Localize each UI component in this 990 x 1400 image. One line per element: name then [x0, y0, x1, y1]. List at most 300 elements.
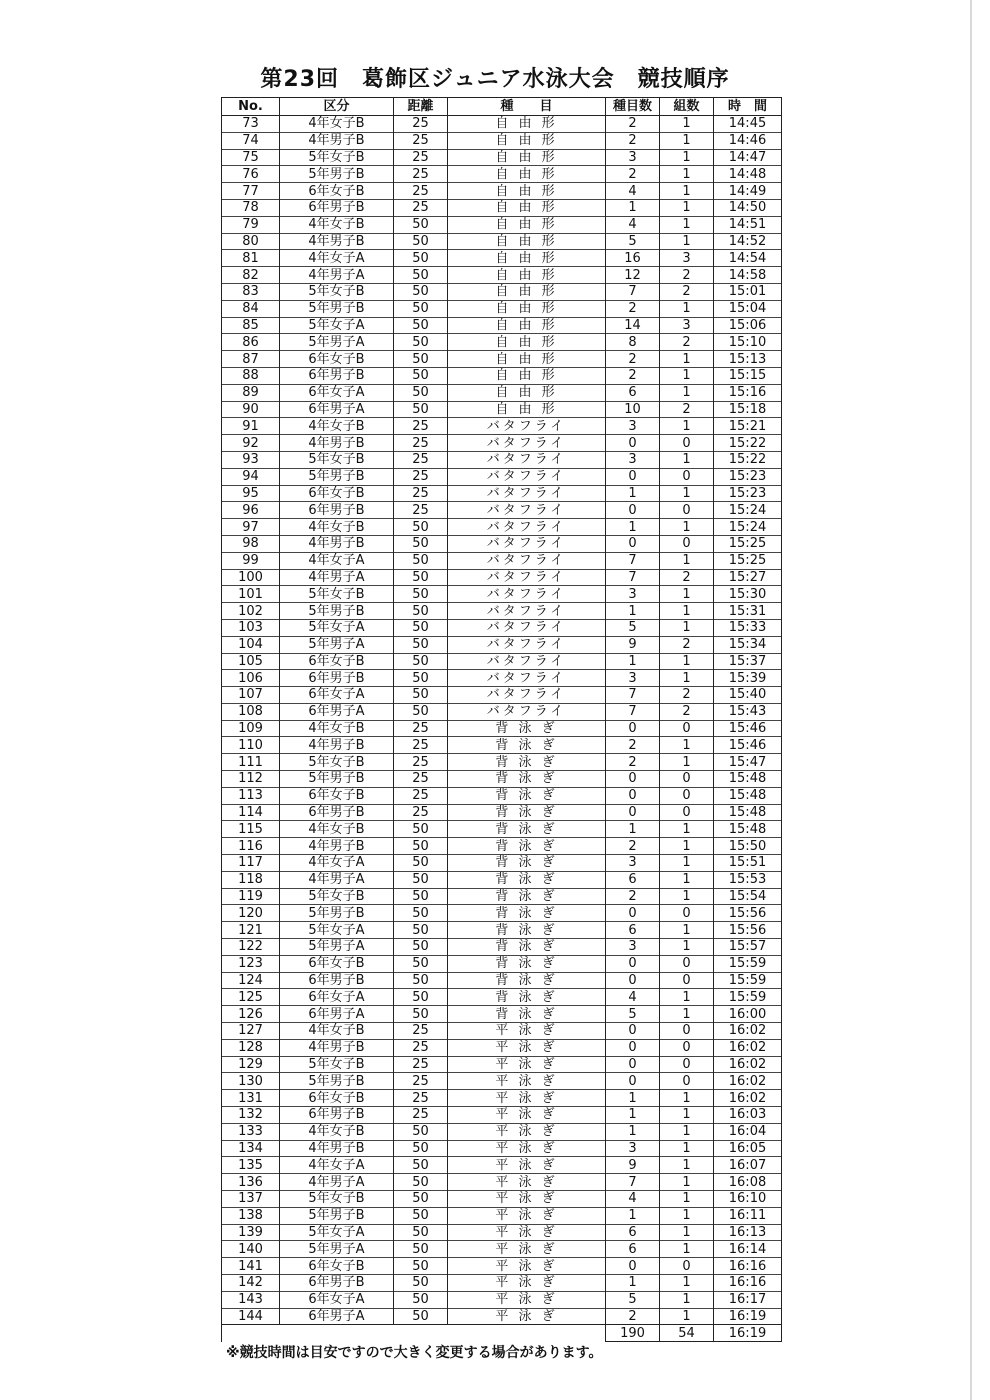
- cell-no: 81: [222, 250, 280, 267]
- cell-heats: 0: [660, 435, 714, 452]
- cell-division: 4年女子A: [280, 250, 394, 267]
- cell-event-count: 6: [606, 871, 660, 888]
- cell-division: 5年男子B: [280, 1073, 394, 1090]
- cell-event: 自 由 形: [448, 250, 606, 267]
- cell-event-count: 4: [606, 216, 660, 233]
- cell-event-count: 7: [606, 552, 660, 569]
- cell-heats: 1: [660, 552, 714, 569]
- table-row: [222, 703, 782, 720]
- table-row: [222, 367, 782, 384]
- cell-event: 背 泳 ぎ: [448, 754, 606, 771]
- cell-distance: 50: [394, 687, 448, 704]
- cell-event: 平 泳 ぎ: [448, 1090, 606, 1107]
- cell-event-count: 6: [606, 1241, 660, 1258]
- table-row: [222, 939, 782, 956]
- cell-event-count: 7: [606, 703, 660, 720]
- table-row: [222, 1023, 782, 1040]
- cell-no: 134: [222, 1140, 280, 1157]
- cell-division: 4年男子B: [280, 233, 394, 250]
- cell-heats: 0: [660, 955, 714, 972]
- table-row: [222, 989, 782, 1006]
- table-row: [222, 888, 782, 905]
- cell-distance: 50: [394, 586, 448, 603]
- cell-no: 98: [222, 535, 280, 552]
- cell-time: 16:16: [714, 1274, 782, 1291]
- table-row: [222, 1140, 782, 1157]
- table-row: [222, 1157, 782, 1174]
- cell-event-count: 0: [606, 1073, 660, 1090]
- cell-time: 15:50: [714, 838, 782, 855]
- cell-no: 142: [222, 1274, 280, 1291]
- cell-division: 5年男子A: [280, 636, 394, 653]
- cell-no: 111: [222, 754, 280, 771]
- cell-time: 16:02: [714, 1039, 782, 1056]
- cell-heats: 1: [660, 939, 714, 956]
- table-row: [222, 653, 782, 670]
- cell-division: 6年男子B: [280, 972, 394, 989]
- table-row: [222, 1123, 782, 1140]
- cell-time: 15:01: [714, 283, 782, 300]
- cell-heats: 1: [660, 1191, 714, 1208]
- table-row: [222, 972, 782, 989]
- cell-event: バタフライ: [448, 552, 606, 569]
- cell-time: 16:02: [714, 1023, 782, 1040]
- cell-time: 16:02: [714, 1056, 782, 1073]
- cell-no: 116: [222, 838, 280, 855]
- cell-event-count: 1: [606, 653, 660, 670]
- cell-distance: 50: [394, 1274, 448, 1291]
- cell-event-count: 3: [606, 451, 660, 468]
- table-row: [222, 233, 782, 250]
- cell-no: 79: [222, 216, 280, 233]
- cell-event: バタフライ: [448, 435, 606, 452]
- cell-event: バタフライ: [448, 619, 606, 636]
- cell-event: 平 泳 ぎ: [448, 1291, 606, 1308]
- cell-heats: 0: [660, 720, 714, 737]
- cell-division: 6年女子B: [280, 351, 394, 368]
- cell-event-count: 0: [606, 502, 660, 519]
- header-distance: 距離: [394, 98, 448, 116]
- table-row: [222, 1291, 782, 1308]
- table-row: [222, 905, 782, 922]
- cell-time: 16:04: [714, 1123, 782, 1140]
- cell-no: 114: [222, 804, 280, 821]
- cell-heats: 1: [660, 216, 714, 233]
- cell-heats: 1: [660, 1140, 714, 1157]
- table-row: [222, 250, 782, 267]
- cell-no: 74: [222, 132, 280, 149]
- cell-event-count: 3: [606, 418, 660, 435]
- cell-heats: 1: [660, 1123, 714, 1140]
- cell-event: 背 泳 ぎ: [448, 855, 606, 872]
- cell-no: 135: [222, 1157, 280, 1174]
- cell-time: 16:05: [714, 1140, 782, 1157]
- cell-division: 4年男子B: [280, 737, 394, 754]
- cell-distance: 25: [394, 418, 448, 435]
- cell-no: 133: [222, 1123, 280, 1140]
- table-row: [222, 1073, 782, 1090]
- cell-no: 137: [222, 1191, 280, 1208]
- cell-division: 5年男子B: [280, 603, 394, 620]
- cell-distance: 50: [394, 922, 448, 939]
- cell-no: 113: [222, 787, 280, 804]
- table-row: [222, 199, 782, 216]
- cell-heats: 3: [660, 317, 714, 334]
- header-event-count: 種目数: [606, 98, 660, 116]
- cell-event-count: 2: [606, 737, 660, 754]
- cell-time: 15:31: [714, 603, 782, 620]
- cell-division: 6年女子A: [280, 989, 394, 1006]
- cell-event-count: 1: [606, 1123, 660, 1140]
- cell-no: 128: [222, 1039, 280, 1056]
- cell-time: 15:27: [714, 569, 782, 586]
- cell-event-count: 2: [606, 367, 660, 384]
- cell-heats: 0: [660, 1039, 714, 1056]
- cell-no: 94: [222, 468, 280, 485]
- cell-distance: 50: [394, 569, 448, 586]
- cell-heats: 1: [660, 737, 714, 754]
- table-row: [222, 1006, 782, 1023]
- cell-division: 6年男子B: [280, 670, 394, 687]
- cell-distance: 50: [394, 1308, 448, 1325]
- cell-distance: 50: [394, 670, 448, 687]
- cell-division: 4年女子B: [280, 821, 394, 838]
- cell-event: 自 由 形: [448, 351, 606, 368]
- cell-no: 101: [222, 586, 280, 603]
- cell-event-count: 1: [606, 1090, 660, 1107]
- cell-distance: 50: [394, 1174, 448, 1191]
- cell-event: 自 由 形: [448, 300, 606, 317]
- cell-event: 自 由 形: [448, 367, 606, 384]
- cell-heats: 1: [660, 384, 714, 401]
- cell-heats: 0: [660, 535, 714, 552]
- cell-division: 5年男子B: [280, 771, 394, 788]
- cell-division: 4年女子B: [280, 418, 394, 435]
- cell-division: 6年女子B: [280, 1090, 394, 1107]
- cell-time: 16:10: [714, 1191, 782, 1208]
- cell-time: 15:25: [714, 535, 782, 552]
- cell-event-count: 1: [606, 1107, 660, 1124]
- cell-division: 5年女子B: [280, 754, 394, 771]
- page-title: 第23回 葛飾区ジュニア水泳大会 競技順序: [260, 67, 730, 92]
- header-heats: 組数: [660, 98, 714, 116]
- cell-time: 15:48: [714, 804, 782, 821]
- cell-heats: 0: [660, 468, 714, 485]
- cell-heats: 3: [660, 250, 714, 267]
- table-row: [222, 1258, 782, 1275]
- table-row: [222, 317, 782, 334]
- cell-event-count: 7: [606, 687, 660, 704]
- cell-heats: 1: [660, 586, 714, 603]
- cell-distance: 50: [394, 888, 448, 905]
- cell-no: 123: [222, 955, 280, 972]
- cell-time: 15:23: [714, 468, 782, 485]
- table-row: [222, 468, 782, 485]
- cell-event-count: 0: [606, 435, 660, 452]
- cell-heats: 2: [660, 703, 714, 720]
- table-row: [222, 1241, 782, 1258]
- cell-event: バタフライ: [448, 586, 606, 603]
- cell-heats: 1: [660, 519, 714, 536]
- totals-row: [222, 1325, 782, 1342]
- cell-no: 124: [222, 972, 280, 989]
- cell-distance: 25: [394, 1039, 448, 1056]
- cell-division: 6年男子B: [280, 1107, 394, 1124]
- cell-event-count: 10: [606, 401, 660, 418]
- cell-distance: 25: [394, 132, 448, 149]
- cell-event: バタフライ: [448, 451, 606, 468]
- cell-division: 5年男子A: [280, 939, 394, 956]
- cell-distance: 25: [394, 1023, 448, 1040]
- total-heats: 54: [660, 1325, 714, 1342]
- cell-event: 平 泳 ぎ: [448, 1039, 606, 1056]
- total-time: 16:19: [714, 1325, 782, 1342]
- cell-distance: 50: [394, 1258, 448, 1275]
- cell-event: 自 由 形: [448, 317, 606, 334]
- cell-no: 107: [222, 687, 280, 704]
- cell-division: 6年女子B: [280, 955, 394, 972]
- cell-event: 背 泳 ぎ: [448, 888, 606, 905]
- cell-event-count: 6: [606, 384, 660, 401]
- table-row: [222, 754, 782, 771]
- cell-event: バタフライ: [448, 535, 606, 552]
- cell-heats: 2: [660, 401, 714, 418]
- cell-time: 16:07: [714, 1157, 782, 1174]
- cell-distance: 50: [394, 401, 448, 418]
- cell-time: 15:48: [714, 787, 782, 804]
- cell-event: 平 泳 ぎ: [448, 1157, 606, 1174]
- table-row: [222, 283, 782, 300]
- cell-no: 96: [222, 502, 280, 519]
- cell-heats: 1: [660, 1207, 714, 1224]
- cell-time: 15:22: [714, 435, 782, 452]
- table-row: [222, 804, 782, 821]
- cell-no: 78: [222, 199, 280, 216]
- cell-event: 平 泳 ぎ: [448, 1274, 606, 1291]
- cell-heats: 1: [660, 821, 714, 838]
- cell-distance: 25: [394, 787, 448, 804]
- cell-division: 4年女子B: [280, 1123, 394, 1140]
- cell-distance: 50: [394, 351, 448, 368]
- cell-event-count: 14: [606, 317, 660, 334]
- cell-time: 15:54: [714, 888, 782, 905]
- cell-time: 15:23: [714, 485, 782, 502]
- cell-event-count: 7: [606, 1174, 660, 1191]
- cell-division: 6年男子B: [280, 804, 394, 821]
- cell-no: 118: [222, 871, 280, 888]
- cell-division: 4年男子B: [280, 435, 394, 452]
- cell-distance: 25: [394, 116, 448, 133]
- cell-division: 5年女子B: [280, 1191, 394, 1208]
- cell-division: 6年女子A: [280, 384, 394, 401]
- cell-heats: 1: [660, 888, 714, 905]
- cell-heats: 1: [660, 1291, 714, 1308]
- cell-distance: 50: [394, 300, 448, 317]
- cell-event: 平 泳 ぎ: [448, 1191, 606, 1208]
- cell-event: 平 泳 ぎ: [448, 1174, 606, 1191]
- table-row: [222, 670, 782, 687]
- cell-distance: 50: [394, 1207, 448, 1224]
- header-division: 区分: [280, 98, 394, 116]
- cell-event: 平 泳 ぎ: [448, 1308, 606, 1325]
- cell-distance: 50: [394, 317, 448, 334]
- cell-heats: 1: [660, 922, 714, 939]
- table-row: [222, 519, 782, 536]
- cell-no: 132: [222, 1107, 280, 1124]
- cell-heats: 1: [660, 418, 714, 435]
- cell-distance: 50: [394, 1123, 448, 1140]
- cell-division: 5年女子A: [280, 1224, 394, 1241]
- cell-no: 110: [222, 737, 280, 754]
- cell-event-count: 4: [606, 989, 660, 1006]
- cell-time: 16:13: [714, 1224, 782, 1241]
- cell-time: 15:24: [714, 502, 782, 519]
- cell-no: 130: [222, 1073, 280, 1090]
- total-events: 190: [606, 1325, 660, 1342]
- table-row: [222, 149, 782, 166]
- cell-event: バタフライ: [448, 519, 606, 536]
- cell-heats: 2: [660, 636, 714, 653]
- cell-division: 6年男子B: [280, 502, 394, 519]
- cell-event-count: 2: [606, 838, 660, 855]
- cell-heats: 0: [660, 1258, 714, 1275]
- cell-time: 15:56: [714, 922, 782, 939]
- cell-no: 92: [222, 435, 280, 452]
- cell-division: 6年女子B: [280, 787, 394, 804]
- cell-event-count: 0: [606, 905, 660, 922]
- table-row: [222, 1107, 782, 1124]
- cell-division: 5年男子B: [280, 1207, 394, 1224]
- cell-time: 14:52: [714, 233, 782, 250]
- cell-no: 84: [222, 300, 280, 317]
- cell-event-count: 0: [606, 804, 660, 821]
- cell-event-count: 0: [606, 468, 660, 485]
- cell-event-count: 5: [606, 1291, 660, 1308]
- cell-event: バタフライ: [448, 687, 606, 704]
- cell-event-count: 0: [606, 535, 660, 552]
- table-row: [222, 619, 782, 636]
- cell-no: 125: [222, 989, 280, 1006]
- cell-distance: 50: [394, 535, 448, 552]
- cell-distance: 50: [394, 955, 448, 972]
- cell-time: 15:43: [714, 703, 782, 720]
- cell-division: 6年男子B: [280, 1274, 394, 1291]
- cell-distance: 50: [394, 552, 448, 569]
- cell-division: 4年男子B: [280, 838, 394, 855]
- table-row: [222, 166, 782, 183]
- cell-time: 14:54: [714, 250, 782, 267]
- cell-division: 5年女子B: [280, 586, 394, 603]
- cell-heats: 2: [660, 569, 714, 586]
- table-row: [222, 334, 782, 351]
- cell-event: 平 泳 ぎ: [448, 1224, 606, 1241]
- cell-distance: 50: [394, 250, 448, 267]
- cell-event-count: 5: [606, 619, 660, 636]
- cell-event: バタフライ: [448, 468, 606, 485]
- cell-no: 89: [222, 384, 280, 401]
- cell-division: 5年女子A: [280, 922, 394, 939]
- cell-heats: 1: [660, 1224, 714, 1241]
- table-row: [222, 1090, 782, 1107]
- cell-event: 平 泳 ぎ: [448, 1258, 606, 1275]
- cell-time: 15:46: [714, 737, 782, 754]
- cell-distance: 50: [394, 619, 448, 636]
- cell-event-count: 16: [606, 250, 660, 267]
- cell-no: 86: [222, 334, 280, 351]
- cell-time: 14:50: [714, 199, 782, 216]
- cell-event: 平 泳 ぎ: [448, 1241, 606, 1258]
- cell-division: 6年女子A: [280, 1291, 394, 1308]
- cell-distance: 50: [394, 267, 448, 284]
- cell-division: 4年女子A: [280, 855, 394, 872]
- cell-heats: 1: [660, 166, 714, 183]
- cell-event: バタフライ: [448, 485, 606, 502]
- table-row: [222, 401, 782, 418]
- cell-division: 4年女子B: [280, 1023, 394, 1040]
- cell-event-count: 5: [606, 1006, 660, 1023]
- cell-division: 6年男子A: [280, 1006, 394, 1023]
- table-row: [222, 1308, 782, 1325]
- cell-event: バタフライ: [448, 569, 606, 586]
- cell-event-count: 1: [606, 821, 660, 838]
- cell-distance: 25: [394, 1056, 448, 1073]
- cell-heats: 1: [660, 1090, 714, 1107]
- cell-event: 平 泳 ぎ: [448, 1023, 606, 1040]
- cell-division: 6年男子B: [280, 199, 394, 216]
- cell-distance: 50: [394, 972, 448, 989]
- cell-time: 15:04: [714, 300, 782, 317]
- table-row: [222, 300, 782, 317]
- cell-heats: 1: [660, 149, 714, 166]
- cell-event: 自 由 形: [448, 401, 606, 418]
- cell-no: 136: [222, 1174, 280, 1191]
- cell-heats: 1: [660, 670, 714, 687]
- cell-distance: 50: [394, 1191, 448, 1208]
- cell-event: 背 泳 ぎ: [448, 871, 606, 888]
- cell-distance: 50: [394, 838, 448, 855]
- cell-heats: 1: [660, 132, 714, 149]
- cell-time: 15:13: [714, 351, 782, 368]
- cell-time: 16:08: [714, 1174, 782, 1191]
- cell-event-count: 9: [606, 1157, 660, 1174]
- cell-distance: 25: [394, 1073, 448, 1090]
- cell-event-count: 1: [606, 1274, 660, 1291]
- cell-event: 自 由 形: [448, 334, 606, 351]
- table-row: [222, 451, 782, 468]
- cell-division: 6年男子B: [280, 367, 394, 384]
- cell-event-count: 0: [606, 787, 660, 804]
- cell-distance: 25: [394, 166, 448, 183]
- cell-event: 平 泳 ぎ: [448, 1107, 606, 1124]
- cell-division: 5年男子A: [280, 334, 394, 351]
- cell-time: 15:59: [714, 989, 782, 1006]
- cell-time: 15:51: [714, 855, 782, 872]
- cell-no: 76: [222, 166, 280, 183]
- cell-heats: 1: [660, 1174, 714, 1191]
- cell-heats: 0: [660, 1073, 714, 1090]
- cell-division: 5年男子B: [280, 468, 394, 485]
- header-time: 時 間: [714, 98, 782, 116]
- cell-event-count: 2: [606, 888, 660, 905]
- header-event: 種 目: [448, 98, 606, 116]
- cell-time: 15:33: [714, 619, 782, 636]
- cell-no: 120: [222, 905, 280, 922]
- cell-distance: 50: [394, 334, 448, 351]
- cell-division: 4年女子B: [280, 216, 394, 233]
- cell-division: 4年女子B: [280, 720, 394, 737]
- cell-no: 129: [222, 1056, 280, 1073]
- cell-time: 15:48: [714, 821, 782, 838]
